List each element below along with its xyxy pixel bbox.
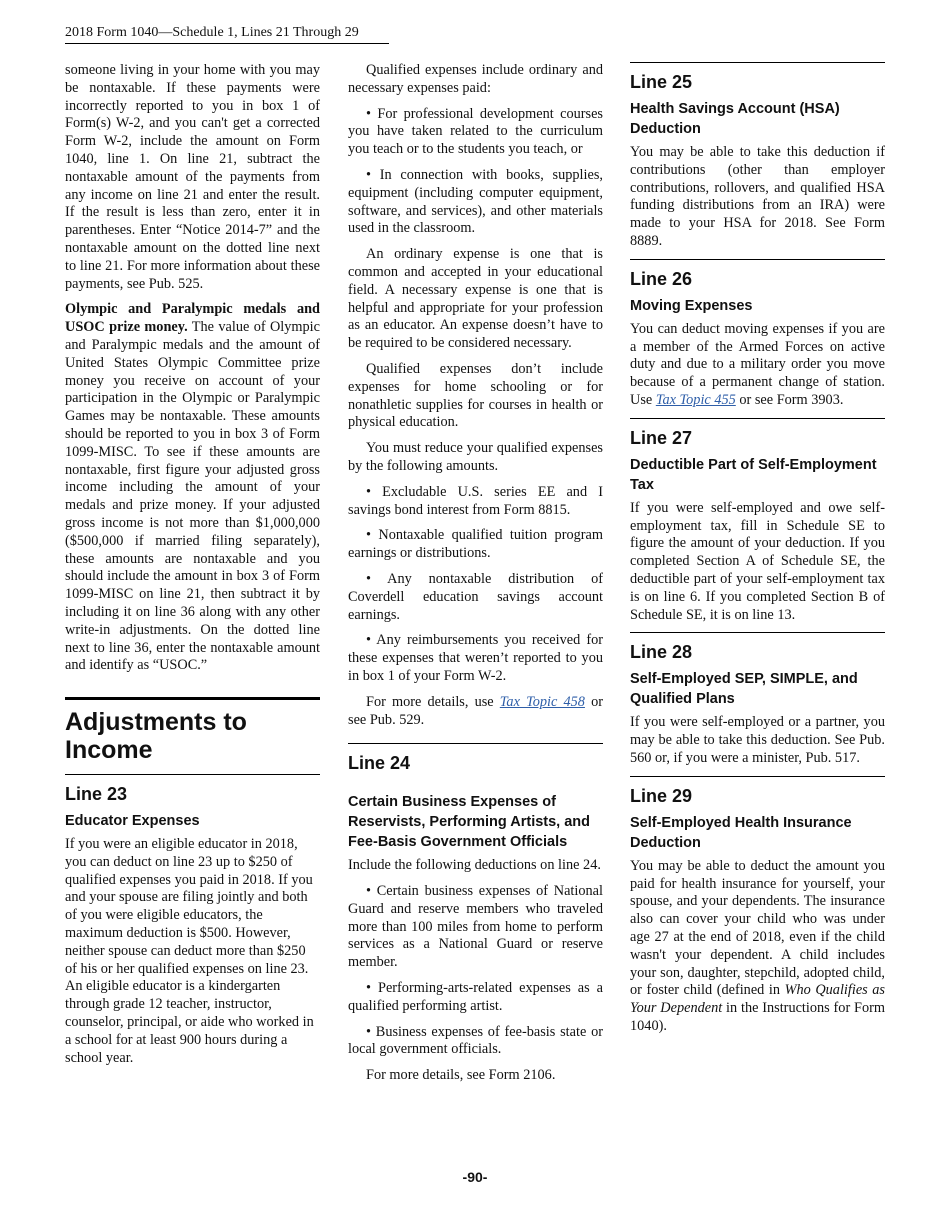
line28-subheading: Self-Employed SEP, SIMPLE, and Qualified Plans <box>630 671 858 708</box>
paragraph-notice-2014-7: someone living in your home with you may be nontaxable. If these payments were incorrectly reported to you in box 1 of Form(s) W-2, and you can't get a corrected Form W-2, include the amount on Form 1040, line 1. On line 21, subtract the nontaxable amount of the payments from any income on line 21 and enter the result. If the result is less than zero, enter it in parentheses. Enter “Notice 2014-7” and the nontaxable amount on the dotted line next to line 21. For more information about these payments, see Pub. 525. <box>65 62 320 292</box>
bullet-coverdell: • Any nontaxable distribution of Coverdell education savings account earnings. <box>348 570 603 623</box>
bullet-professional-development: • For professional development courses you have taken related to the curriculum you teach or to the students you teach, or <box>348 105 603 158</box>
line25-heading: Line 25 <box>630 72 693 92</box>
line29-text <box>630 858 885 1036</box>
divider <box>348 743 603 744</box>
qualified-expenses-intro: Qualified expenses include ordinary and necessary expenses paid: <box>348 62 603 96</box>
paragraph-reduce: You must reduce your qualified expenses by the following amounts. <box>348 440 603 474</box>
page-number: -90- <box>462 1169 488 1185</box>
line29-post: in the Instructions for Form 1040). <box>630 1000 885 1034</box>
line25-text: You may be able to take this deduction if contributions (other than employer contributions, rollovers, and qualified HSA funding distributions from an IRA) were made to your HSA for 2018. See Form 8889. <box>630 144 885 249</box>
line23-subheading: Educator Expenses <box>65 813 200 830</box>
line24-more-details: For more details, see Form 2106. <box>366 1067 556 1084</box>
column-3 <box>630 62 885 1044</box>
divider <box>630 418 885 419</box>
line27-subheading: Deductible Part of Self-Employment Tax <box>630 456 877 493</box>
details-post: or see Pub. 529. <box>348 693 604 728</box>
line28-heading: Line 28 <box>630 642 693 663</box>
divider <box>65 774 320 775</box>
details-pre: For more details, use <box>366 693 494 710</box>
line27-heading: Line 27 <box>630 427 693 448</box>
bullet-savings-bond: • Excludable U.S. series EE and I savings bond interest from Form 8815. <box>348 483 603 518</box>
paragraph-exclusions: Qualified expenses don’t include expenses for home schooling or for nonathletic supplies for courses in health or physical education. <box>348 360 603 431</box>
tax-topic-455-link[interactable]: Tax Topic 455 <box>655 391 736 408</box>
line29-subheading: Self-Employed Health Insurance Deduction <box>630 814 852 851</box>
paragraph-olympic <box>65 301 320 675</box>
line23-text: If you were an eligible educator in 2018, you can deduct on line 23 up to $250 of qualified expenses you paid in 2018. If you and your spouse are filing jointly and both of you were eligible educators, the maximum deduction is $500. However, neither spouse can deduct more than $250 of his or her qualified expenses on line 23. An eligible educator is a kindergarten through grade 12 teacher, instructor, counselor, principal, or aide who worked in a school for at least 900 hours during a school year. <box>65 836 314 1066</box>
running-header: 2018 Form 1040—Schedule 1, Lines 21 Through 29 <box>65 24 389 44</box>
line24-subheading: Certain Business Expenses of Reservists, Performing Artists, and Fee-Basis Government Officials <box>348 794 591 851</box>
bullet-books-supplies: • In connection with books, supplies, equipment (including computer equipment, software, and services), and other materials used in the classroom. <box>348 166 603 237</box>
column-1 <box>65 62 320 1075</box>
line26-post: or see Form 3903. <box>739 391 844 408</box>
line24-intro: Include the following deductions on line 24. <box>348 857 601 874</box>
line26-text <box>630 321 885 410</box>
line28-text: If you were self-employed or a partner, you may be able to take this deduction. See Pub. 560 or, if you were a minister, Pub. 517. <box>630 714 885 766</box>
line26-heading: Line 26 <box>630 268 693 289</box>
bullet-performing-arts: • Performing-arts-related expenses as a qualified performing artist. <box>348 980 603 1014</box>
olympic-text: The value of Olympic and Paralympic medals and the amount of United States Olympic Committee prize money you receive on account of your participation in the Olympic or Paralympic Games may be nontaxable. These amounts should be reported to you in box 3 of Form 1099-MISC. To see if these amounts are nontaxable, first figure your adjusted gross income including the amount of your medals and prize money. If your adjusted gross income is not more than $1,000,000 ($500,000 if married filing separately), these amounts are nontaxable and you should include the amount in box 3 of Form 1099-MISC on line 21, then subtract it by including it on line 36 along with any other write-in adjustments. On the dotted line next to line 36, enter the nontaxable amount and identify as “USOC.” <box>65 319 320 674</box>
divider <box>630 776 885 777</box>
line29-heading: Line 29 <box>630 785 693 806</box>
line27-text: If you were self-employed and owe self-employment tax, fill in Schedule SE to figure the amount of your deduction. If you completed Section A of Schedule SE, the deductible part of your self-employment tax is on line 6. If you completed Section B of Schedule SE, it is on line 13. <box>630 499 885 623</box>
tax-topic-458-link[interactable]: Tax Topic 458 <box>499 693 585 710</box>
column-2 <box>348 62 603 1093</box>
bullet-national-guard: • Certain business expenses of National Guard and reserve members who traveled more than 100 miles from home to perform services as a National Guard or reserve member. <box>348 883 603 971</box>
line26-pre: You can deduct moving expenses if you are a member of the Armed Forces on active duty and due to a military order you move because of a permanent change of station. Use <box>630 320 885 408</box>
line29-italic-ref: Who Qualifies as Your Dependent <box>630 982 885 1017</box>
olympic-run-in-heading: Olympic and Paralympic medals and USOC prize money. <box>65 301 320 336</box>
bullet-reimbursements: • Any reimbursements you received for these expenses that weren’t reported to you in box 1 of your Form W-2. <box>348 632 603 684</box>
section-title: Adjustments to Income <box>65 708 247 765</box>
divider <box>630 259 885 260</box>
paragraph-ordinary-expense: An ordinary expense is one that is common and accepted in your educational field. A necessary expense is one that is helpful and appropriate for your profession as an educator. An expense doesn’t have to be required to be considered necessary. <box>348 246 603 352</box>
section-rule <box>65 697 320 700</box>
divider <box>630 62 885 63</box>
line23-heading: Line 23 <box>65 784 128 805</box>
divider <box>630 632 885 633</box>
line24-heading: Line 24 <box>348 753 411 774</box>
line25-subheading: Health Savings Account (HSA) Deduction <box>630 101 840 137</box>
paragraph-more-details <box>348 694 603 730</box>
bullet-tuition-program: • Nontaxable qualified tuition program earnings or distributions. <box>348 527 603 562</box>
line26-subheading: Moving Expenses <box>630 297 753 314</box>
bullet-fee-basis: • Business expenses of fee-basis state or local government officials. <box>348 1023 603 1058</box>
line29-pre: You may be able to deduct the amount you paid for health insurance for yourself, your spouse, and your dependents. The insurance also can cover your child who was under age 27 at the end of 2018, even if the child wasn't your dependent. A child includes your son, daughter, stepchild, adopted child, or foster child (defined in <box>630 857 885 999</box>
